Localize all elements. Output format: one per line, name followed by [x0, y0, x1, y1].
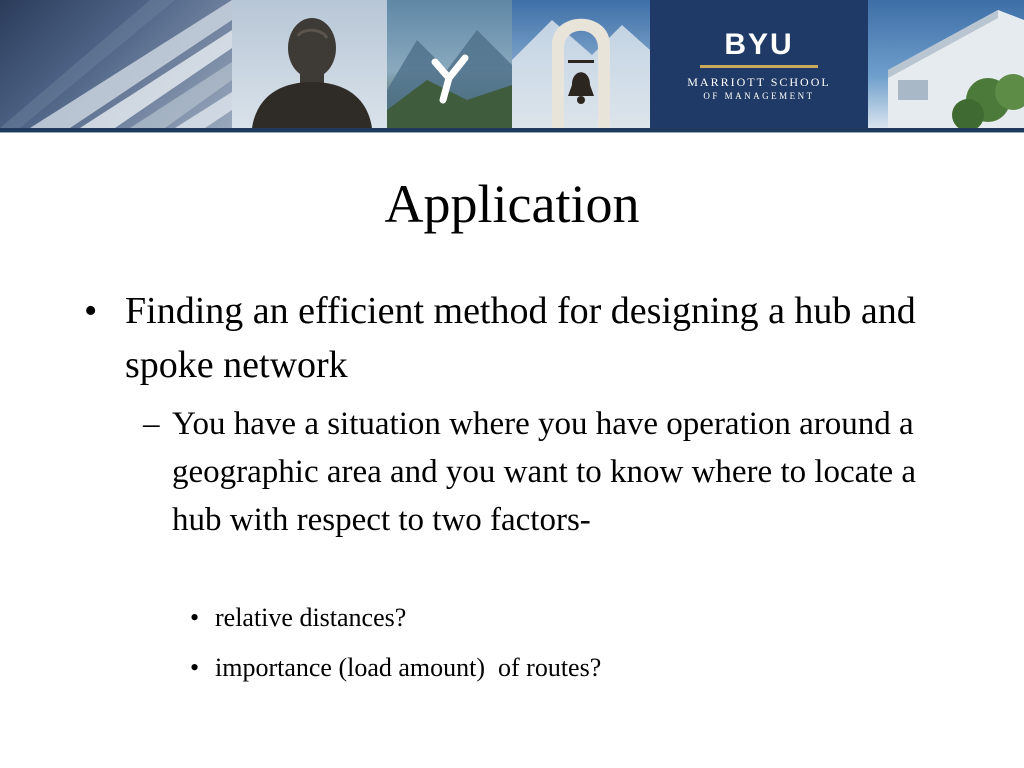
byu-wordmark: BYU	[724, 28, 794, 61]
bell-tower-image	[512, 0, 650, 128]
bullet-level3-text: relative distances?	[215, 603, 407, 632]
bullet-level2-text: You have a situation where you have operation around a geographic area and you want to know where to locate a hub with respect to two factors-	[172, 406, 917, 538]
building-trees-image	[868, 0, 1024, 128]
sub-bullet-marker: •	[190, 603, 200, 632]
logo-divider	[700, 65, 818, 68]
banner-divider-thin	[0, 132, 1024, 133]
school-name: MARRIOTT SCHOOL	[687, 75, 831, 89]
header-banner	[0, 0, 1024, 128]
bullet-marker: •	[84, 290, 98, 332]
bullet-level3-text: importance (load amount) of routes?	[215, 653, 602, 682]
sub-bullet-marker: •	[190, 653, 200, 682]
dash-marker: –	[143, 406, 160, 442]
byu-logo-panel	[650, 0, 868, 128]
bullet-level1-text: Finding an efficient method for designing a hub and spoke network	[125, 290, 916, 386]
statue-image	[232, 0, 387, 128]
mountain-y-image	[387, 0, 512, 128]
building-facade-image	[0, 0, 232, 128]
school-subname: OF MANAGEMENT	[703, 91, 815, 101]
slide-title: Application	[384, 174, 640, 234]
